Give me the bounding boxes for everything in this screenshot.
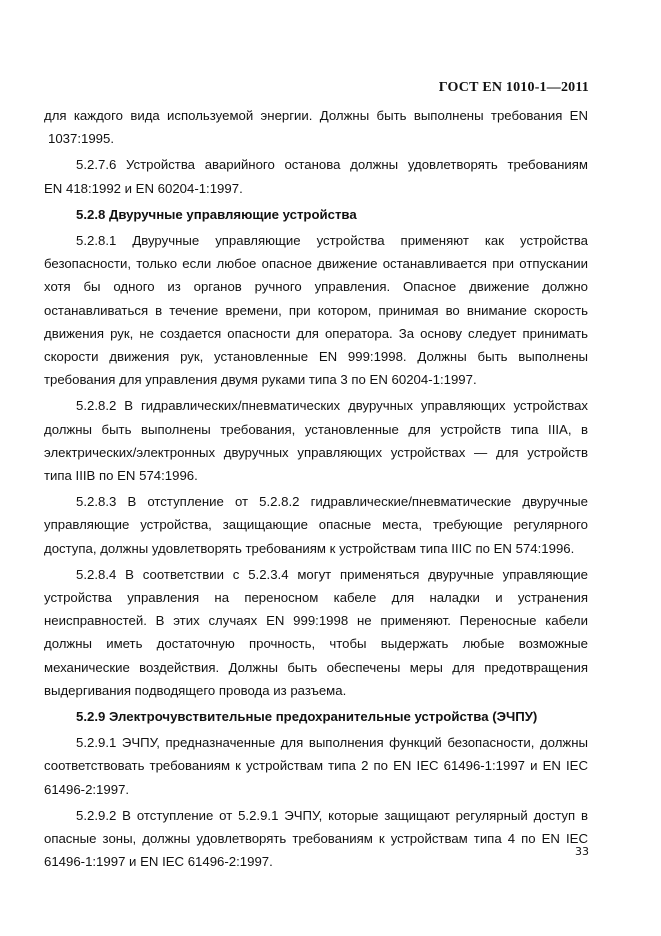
text-line: 5.2.8.2 В гидравлических/пневматических двуручных управляющих устройствах [76, 398, 588, 414]
text-line: 5.2.8.1 Двуручные управляющие устройства применяют как устройства [76, 233, 588, 249]
paragraph-5-2-7-6 [44, 153, 588, 199]
text-line: 1037:1995. [48, 131, 115, 147]
text-line: хотя бы одного из органов ручного управления. Опасное движение должно [44, 279, 588, 295]
text-line: опасные зоны, должны удовлетворять требованиям к устройствам типа 4 по EN IEC [44, 831, 588, 847]
paragraph-continuation [44, 104, 588, 150]
text-line: скорости движения рук, установленные EN 999:1998. Должны быть выполнены [44, 349, 588, 365]
text-line: должны иметь достаточную прочность, чтобы выдержать любые возможные [44, 636, 588, 652]
text-line: требования для управления двумя руками типа 3 по EN 60204-1:1997. [44, 372, 477, 388]
page-number: 33 [575, 845, 589, 858]
paragraph-5-2-9-2 [44, 804, 588, 874]
document-body [44, 104, 588, 874]
text-line: электрических/электронных двуручных управляющих устройствах — для устройств [44, 444, 588, 460]
text-line: 5.2.7.6 Устройства аварийного останова должны удовлетворять требованиям [76, 157, 588, 173]
paragraph-5-2-8-2 [44, 394, 588, 487]
text-line: 61496-1:1997 и EN IEC 61496-2:1997. [44, 854, 273, 870]
text-line: безопасности, только если любое опасное движение останавливается при отпускании [44, 256, 588, 272]
text-line: выдергивания подводящего провода из разъема. [44, 682, 347, 698]
text-line: EN 418:1992 и EN 60204-1:1997. [44, 180, 243, 196]
document-header: ГОСТ EN 1010-1—2011 [438, 80, 589, 95]
text-line: останавливаться в течение времени, при котором, принимая во внимание скорость [44, 302, 588, 318]
section-heading-5-2-9: 5.2.9 Электрочувствительные предохранительные устройства (ЭЧПУ) [76, 709, 538, 725]
text-line: движения рук, не создается опасности для оператора. За основу следует принимать [44, 325, 588, 341]
text-line: типа IIIB по EN 574:1996. [44, 468, 198, 484]
text-line: 5.2.9.1 ЭЧПУ, предназначенные для выполнения функций безопасности, должны [76, 735, 588, 751]
text-line: должны быть выполнены требования, установленные для устройств типа IIIA, в [44, 421, 588, 437]
paragraph-5-2-8-3 [44, 490, 588, 560]
text-line: устройства управления на переносном кабеле для наладки и устранения [44, 590, 588, 606]
section-heading-5-2-8: 5.2.8 Двуручные управляющие устройства [76, 206, 357, 222]
text-line: для каждого вида используемой энергии. Должны быть выполнены требования EN [44, 108, 588, 123]
paragraph-5-2-8-4 [44, 563, 588, 702]
text-line: неисправностей. В этих случаях EN 999:1998 не применяют. Переносные кабели [44, 613, 588, 629]
text-line: 5.2.8.4 В соответствии с 5.2.3.4 могут применяться двуручные управляющие [76, 566, 588, 582]
text-line: механические воздействия. Должны быть обеспечены меры для предотвращения [44, 659, 588, 675]
text-line: 5.2.8.3 В отступление от 5.2.8.2 гидравлические/пневматические двуручные [76, 494, 588, 510]
paragraph-5-2-8-1 [44, 229, 588, 391]
text-line: соответствовать требованиям к устройствам типа 2 по EN IEC 61496-1:1997 и EN IEC [44, 758, 588, 774]
text-line: 61496-2:1997. [44, 781, 130, 797]
text-line: 5.2.9.2 В отступление от 5.2.9.1 ЭЧПУ, которые защищают регулярный доступ в [76, 807, 588, 823]
text-line: управляющие устройства, защищающие опасные места, требующие регулярного [44, 517, 588, 533]
text-line: доступа, должны удовлетворять требованиям к устройствам типа IIIC по EN 574:1996. [44, 540, 575, 556]
paragraph-5-2-9-1 [44, 731, 588, 801]
